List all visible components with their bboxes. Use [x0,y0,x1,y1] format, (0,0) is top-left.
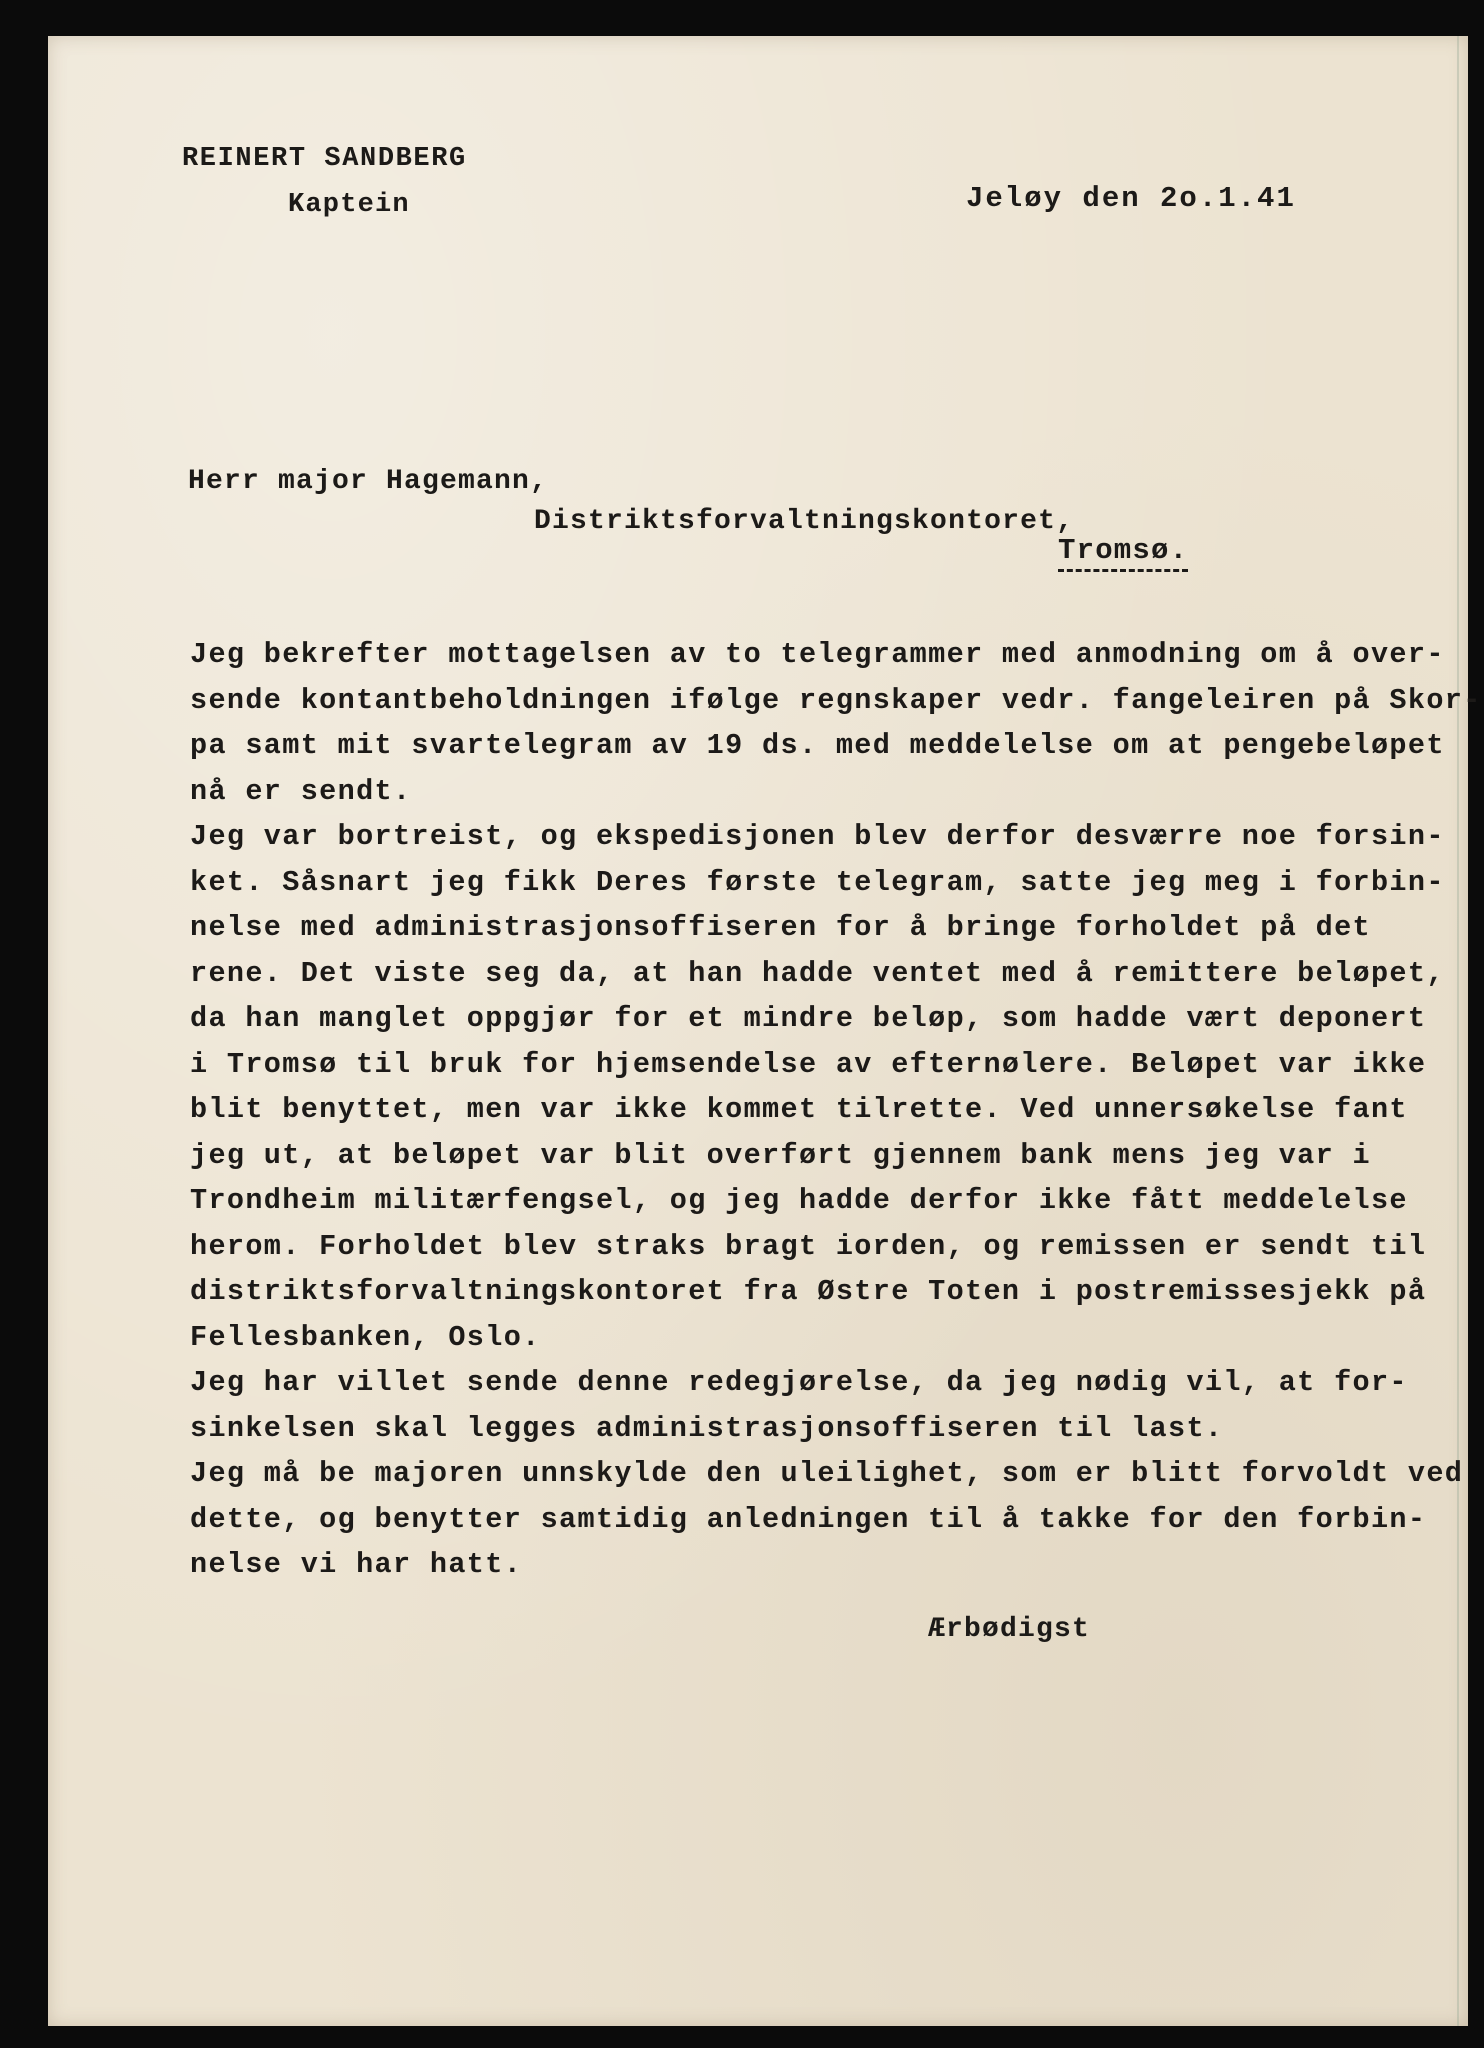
body-line: nå er sendt. [190,774,412,808]
body-line: blit benyttet, men var ikke kommet tilrette. Ved unnersøkelse fant [190,1093,1408,1126]
body-line: Trondheim militærfengsel, og jeg hadde derfor ikke fått meddelelse [190,1184,1408,1217]
body-line: herom. Forholdet blev straks bragt iorden, og remissen er sendt til [190,1229,1427,1263]
letterhead-name: REINERT SANDBERG [182,144,467,174]
body-line: pa samt mit svartelegram av 19 ds. med meddelelse om at pengebeløpet [190,729,1445,762]
closing: Ærbødigst [928,1614,1091,1645]
body-line: i Tromsø til bruk for hjemsendelse av efternølere. Beløpet var ikke [190,1047,1427,1081]
letterhead-title: Kaptein [288,190,410,220]
page-edge-line [1457,36,1459,2026]
body-line: da han manglet oppgjør for et mindre beløp, som hadde vært deponert [190,1002,1427,1035]
recipient-city-text: Tromsø. [1058,534,1188,572]
body-line: jeg ut, at beløpet var blit overført gjennem bank mens jeg var i [190,1138,1371,1172]
body-line: distriktsforvaltningskontoret fra Østre Toten i postremissesjekk på [190,1275,1427,1308]
body-line: Jeg bekrefter mottagelsen av to telegrammer med anmodning om å over- [190,638,1445,671]
body-line: nelse med administrasjonsoffiseren for å bringe forholdet på det [190,911,1371,944]
body-line: Fellesbanken, Oslo. [190,1320,541,1354]
body-line: sinkelsen skal legges administrasjonsoffiseren til last. [190,1411,1224,1445]
recipient-city [1058,534,1188,567]
body-line: dette, og benytter samtidig anledningen til å takke for den forbin- [190,1502,1427,1536]
place-date: Jeløy den 2o.1.41 [966,182,1296,215]
body-line: Jeg har villet sende denne redegjørelse, da jeg nødig vil, at for- [190,1366,1408,1399]
body-line: nelse vi har hatt. [190,1548,523,1581]
body-line: ket. Såsnart jeg fikk Deres første telegram, satte jeg meg i forbin- [190,865,1445,899]
letter-body [190,632,1482,1588]
body-line: Jeg må be majoren unnskylde den uleilighet, som er blitt forvoldt ved [190,1457,1464,1490]
body-line: rene. Det viste seg da, at han hadde ventet med å remittere beløpet, [190,956,1445,990]
body-line: Jeg var bortreist, og ekspedisjonen blev derfor desværre noe forsin- [190,820,1445,853]
recipient-office: Distriktsforvaltningskontoret, [534,506,1075,537]
recipient-salutation: Herr major Hagemann, [188,466,549,497]
body-line: sende kontantbeholdningen ifølge regnskaper vedr. fangeleiren på Skor- [190,683,1482,717]
